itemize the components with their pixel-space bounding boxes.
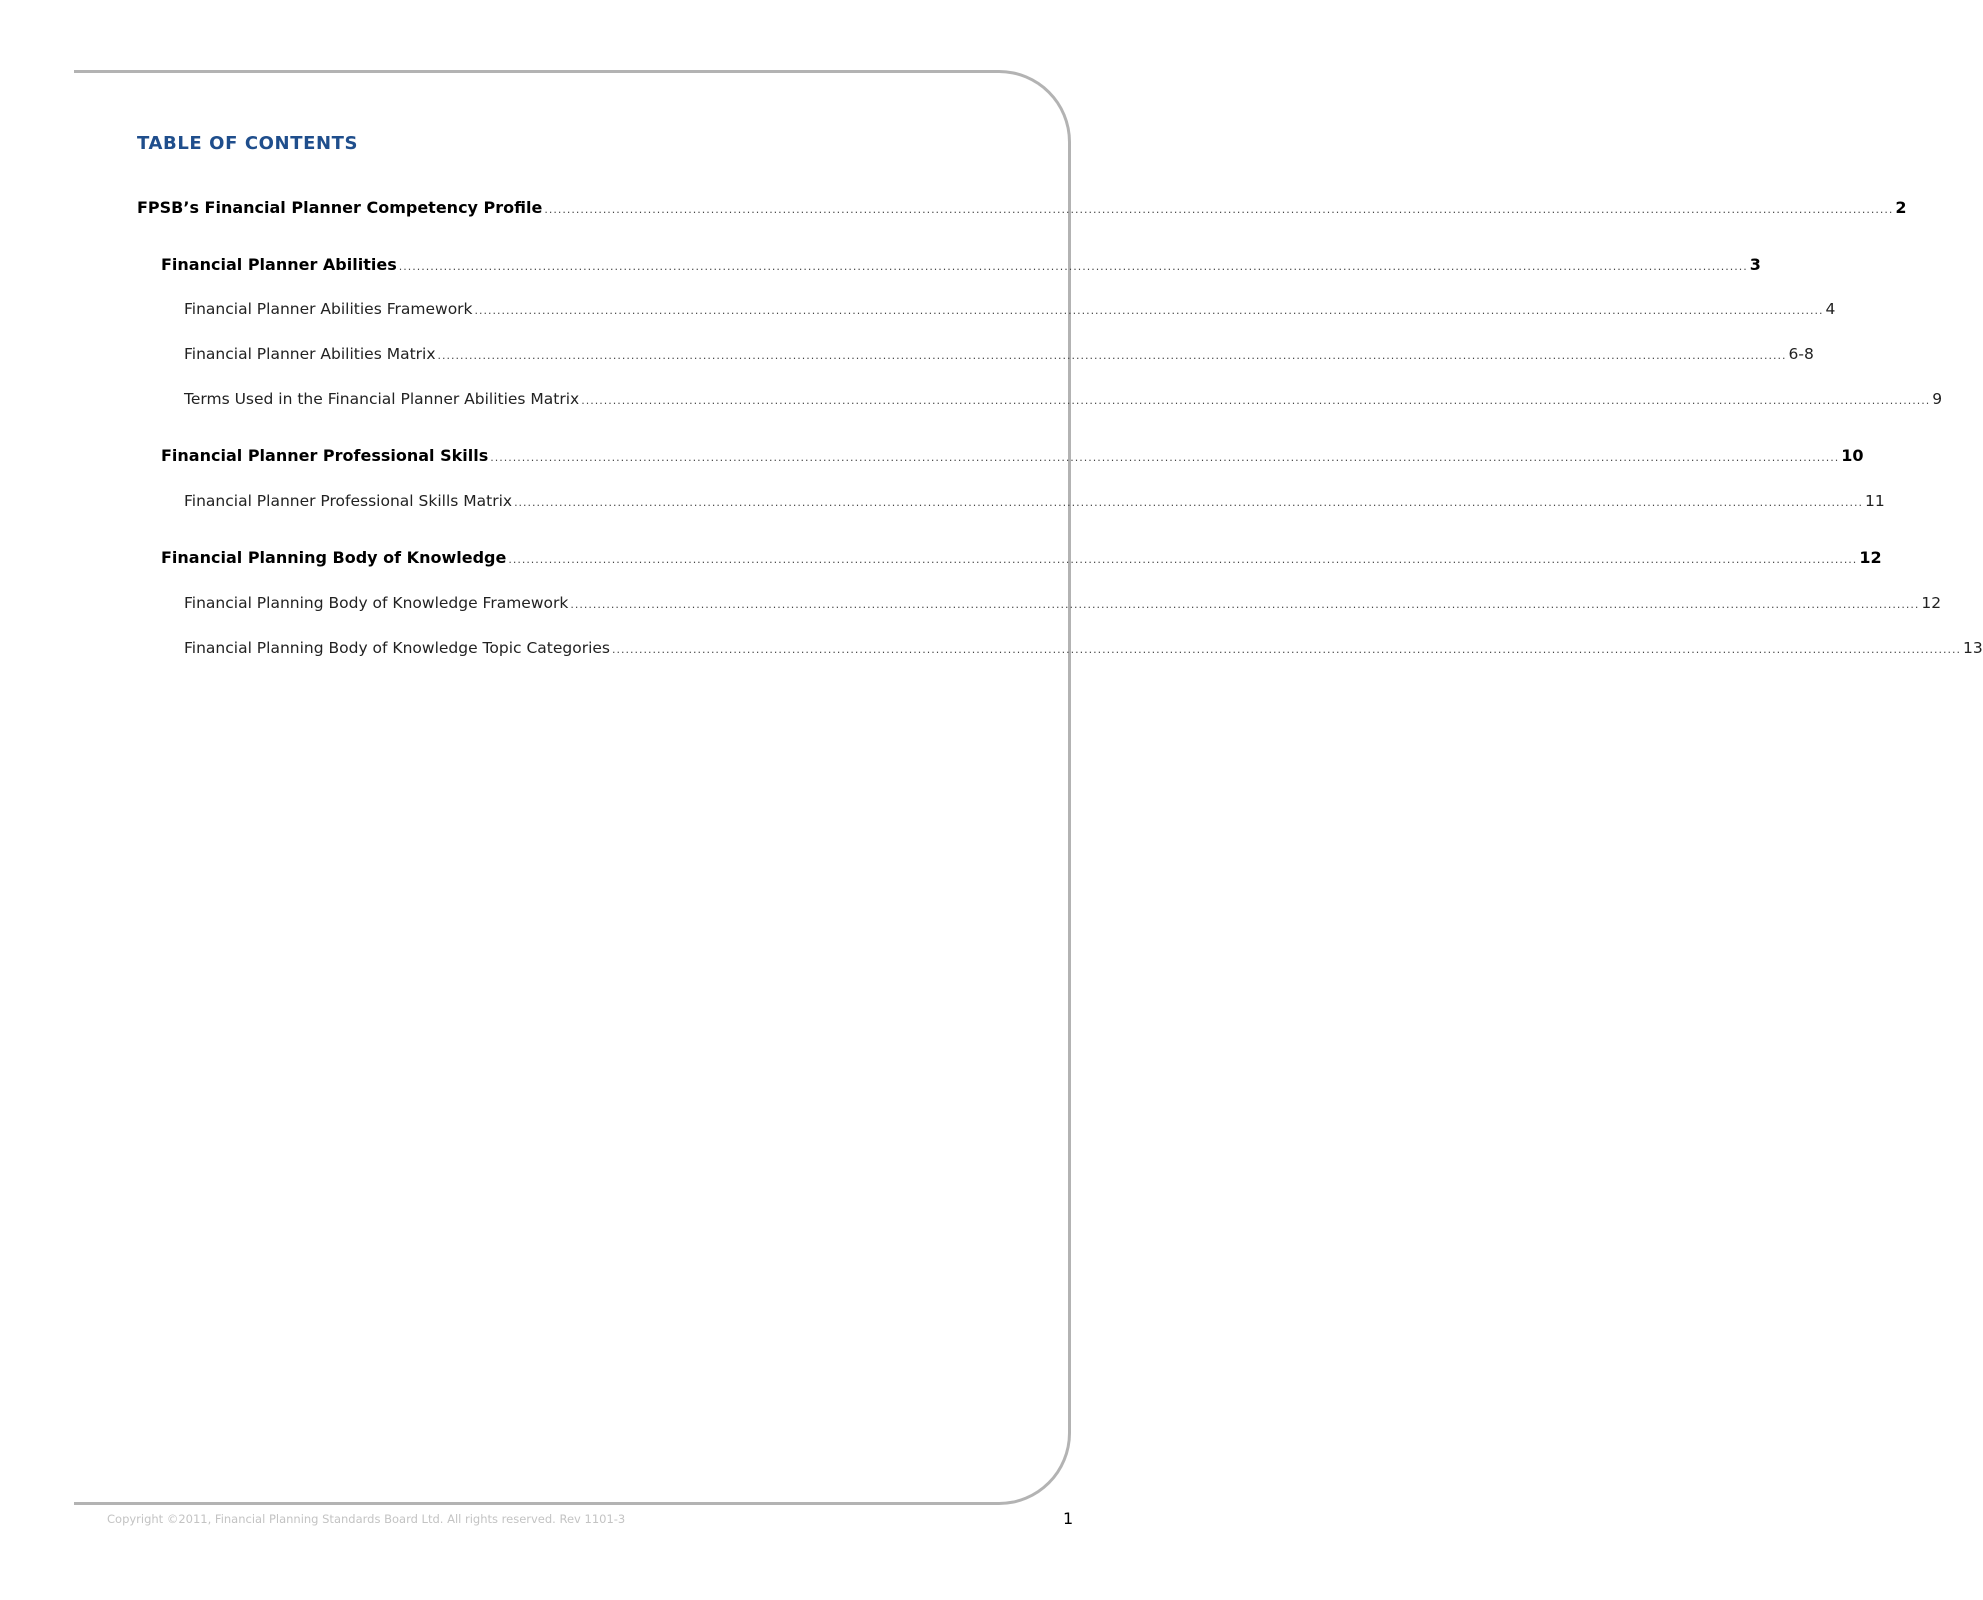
toc-entry-title: Financial Planning Body of Knowledge	[161, 548, 507, 567]
toc-leader-dots: ............................................................................................................................................................................................................................................................................................................	[544, 203, 1894, 216]
toc-entry[interactable]	[184, 390, 1943, 408]
toc-entry[interactable]	[137, 198, 1907, 217]
toc-entry-title: FPSB’s Financial Planner Competency Profile	[137, 198, 543, 217]
footer-copyright: Copyright ©2011, Financial Planning Standards Board Ltd. All rights reserved. Rev 1101-3	[107, 1512, 626, 1526]
toc-entry-title: Financial Planning Body of Knowledge Framework	[184, 594, 569, 612]
toc-entry[interactable]	[184, 345, 1814, 363]
toc-entry[interactable]	[184, 639, 1983, 657]
toc-entry-page: 9	[1932, 390, 1943, 408]
toc-entry[interactable]	[184, 594, 1942, 612]
toc-entry-page: 12	[1921, 594, 1942, 612]
toc-leader-dots: ............................................................................................................................................................................................................................................................................................................	[612, 643, 1961, 656]
toc-leader-dots: ............................................................................................................................................................................................................................................................................................................	[437, 349, 1787, 362]
toc-entry-title: Financial Planner Abilities Matrix	[184, 345, 436, 363]
toc-leader-dots: ............................................................................................................................................................................................................................................................................................................	[581, 394, 1931, 407]
toc-entry[interactable]	[161, 255, 1761, 274]
toc-leader-dots: ............................................................................................................................................................................................................................................................................................................	[570, 598, 1920, 611]
toc-leader-dots: ............................................................................................................................................................................................................................................................................................................	[490, 451, 1840, 464]
toc-entry-page: 12	[1859, 548, 1882, 567]
toc-entry-page: 13	[1963, 639, 1983, 657]
toc-entry-page: 3	[1749, 255, 1761, 274]
toc-entry[interactable]	[184, 492, 1885, 510]
toc-entry-page: 4	[1825, 300, 1836, 318]
toc-leader-dots: ............................................................................................................................................................................................................................................................................................................	[514, 496, 1864, 509]
toc-entry[interactable]	[161, 548, 1882, 567]
toc-entry-title: Financial Planner Abilities	[161, 255, 397, 274]
toc-heading: TABLE OF CONTENTS	[137, 133, 359, 154]
toc-leader-dots: ............................................................................................................................................................................................................................................................................................................	[474, 304, 1824, 317]
footer-page-number: 1	[1063, 1509, 1074, 1528]
toc-entry[interactable]	[184, 300, 1836, 318]
toc-entry-page: 2	[1895, 198, 1907, 217]
toc-entry[interactable]	[161, 446, 1864, 465]
toc-entry-title: Financial Planner Abilities Framework	[184, 300, 473, 318]
toc-entry-title: Terms Used in the Financial Planner Abilities Matrix	[184, 390, 580, 408]
toc-entry-title: Financial Planning Body of Knowledge Topic Categories	[184, 639, 611, 657]
toc-leader-dots: ............................................................................................................................................................................................................................................................................................................	[508, 553, 1858, 566]
toc-entry-title: Financial Planner Professional Skills	[161, 446, 489, 465]
toc-entry-title: Financial Planner Professional Skills Matrix	[184, 492, 513, 510]
toc-entry-page: 10	[1841, 446, 1864, 465]
toc-entry-page: 11	[1865, 492, 1885, 510]
toc-leader-dots: ............................................................................................................................................................................................................................................................................................................	[398, 260, 1748, 273]
toc-entry-page: 6-8	[1788, 345, 1814, 363]
